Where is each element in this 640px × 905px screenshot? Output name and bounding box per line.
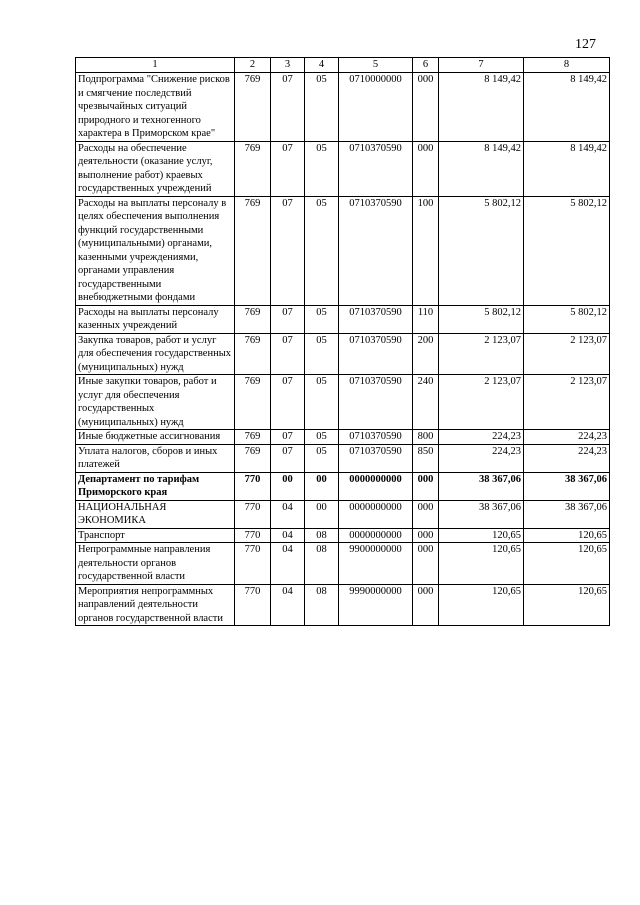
cell-csr: 0710370590 bbox=[339, 305, 413, 333]
cell-name: Расходы на обеспечение деятельности (оказание услуг, выполнение работ) краевых государственных учреждений bbox=[76, 141, 235, 196]
cell-vr: 000 bbox=[413, 584, 439, 626]
cell-sum1: 5 802,12 bbox=[439, 196, 524, 305]
cell-vr: 000 bbox=[413, 472, 439, 500]
cell-vr: 110 bbox=[413, 305, 439, 333]
cell-pr: 05 bbox=[305, 375, 339, 430]
cell-ved: 769 bbox=[235, 141, 271, 196]
cell-ved: 769 bbox=[235, 333, 271, 375]
table-row bbox=[76, 500, 610, 528]
cell-pr: 08 bbox=[305, 543, 339, 585]
cell-vr: 000 bbox=[413, 500, 439, 528]
header-cell: 5 bbox=[339, 58, 413, 73]
cell-vr: 200 bbox=[413, 333, 439, 375]
cell-name: Транспорт bbox=[76, 528, 235, 543]
cell-csr: 9990000000 bbox=[339, 584, 413, 626]
table-row bbox=[76, 444, 610, 472]
cell-vr: 000 bbox=[413, 528, 439, 543]
cell-name: Департамент по тарифам Приморского края bbox=[76, 472, 235, 500]
header-cell: 1 bbox=[76, 58, 235, 73]
cell-rz: 07 bbox=[271, 73, 305, 142]
cell-csr: 0710370590 bbox=[339, 333, 413, 375]
cell-vr: 850 bbox=[413, 444, 439, 472]
cell-sum2: 8 149,42 bbox=[524, 73, 610, 142]
cell-sum2: 5 802,12 bbox=[524, 305, 610, 333]
cell-rz: 07 bbox=[271, 333, 305, 375]
cell-sum2: 120,65 bbox=[524, 528, 610, 543]
header-row bbox=[76, 58, 610, 73]
page-number: 127 bbox=[575, 37, 596, 52]
cell-vr: 800 bbox=[413, 430, 439, 445]
cell-ved: 770 bbox=[235, 528, 271, 543]
cell-pr: 05 bbox=[305, 430, 339, 445]
cell-rz: 07 bbox=[271, 196, 305, 305]
cell-name: Непрограммные направления деятельности органов государственной власти bbox=[76, 543, 235, 585]
cell-ved: 770 bbox=[235, 472, 271, 500]
cell-rz: 04 bbox=[271, 528, 305, 543]
cell-pr: 08 bbox=[305, 584, 339, 626]
cell-vr: 100 bbox=[413, 196, 439, 305]
cell-sum1: 120,65 bbox=[439, 584, 524, 626]
cell-rz: 00 bbox=[271, 472, 305, 500]
cell-ved: 769 bbox=[235, 430, 271, 445]
cell-pr: 05 bbox=[305, 141, 339, 196]
cell-sum1: 8 149,42 bbox=[439, 73, 524, 142]
table-row bbox=[76, 375, 610, 430]
cell-sum2: 38 367,06 bbox=[524, 472, 610, 500]
cell-sum2: 8 149,42 bbox=[524, 141, 610, 196]
table-row bbox=[76, 543, 610, 585]
cell-sum2: 120,65 bbox=[524, 584, 610, 626]
cell-name: Уплата налогов, сборов и иных платежей bbox=[76, 444, 235, 472]
cell-vr: 000 bbox=[413, 73, 439, 142]
cell-ved: 769 bbox=[235, 375, 271, 430]
cell-name: Мероприятия непрограммных направлений деятельности органов государственной власти bbox=[76, 584, 235, 626]
cell-csr: 0710370590 bbox=[339, 196, 413, 305]
cell-csr: 0000000000 bbox=[339, 528, 413, 543]
cell-rz: 04 bbox=[271, 500, 305, 528]
cell-sum1: 38 367,06 bbox=[439, 472, 524, 500]
cell-rz: 07 bbox=[271, 430, 305, 445]
cell-ved: 769 bbox=[235, 305, 271, 333]
header-cell: 2 bbox=[235, 58, 271, 73]
cell-rz: 07 bbox=[271, 375, 305, 430]
budget-table bbox=[75, 57, 610, 626]
cell-name: Иные закупки товаров, работ и услуг для обеспечения государственных (муниципальных) нужд bbox=[76, 375, 235, 430]
cell-csr: 0710370590 bbox=[339, 141, 413, 196]
cell-name: Иные бюджетные ассигнования bbox=[76, 430, 235, 445]
header-cell: 8 bbox=[524, 58, 610, 73]
cell-pr: 05 bbox=[305, 196, 339, 305]
cell-sum2: 224,23 bbox=[524, 444, 610, 472]
cell-rz: 07 bbox=[271, 305, 305, 333]
header-cell: 7 bbox=[439, 58, 524, 73]
cell-name: Расходы на выплаты персоналу казенных учреждений bbox=[76, 305, 235, 333]
cell-sum1: 224,23 bbox=[439, 430, 524, 445]
cell-sum2: 2 123,07 bbox=[524, 333, 610, 375]
cell-sum1: 2 123,07 bbox=[439, 375, 524, 430]
header-cell: 6 bbox=[413, 58, 439, 73]
cell-pr: 00 bbox=[305, 472, 339, 500]
cell-pr: 05 bbox=[305, 444, 339, 472]
cell-sum2: 2 123,07 bbox=[524, 375, 610, 430]
cell-rz: 07 bbox=[271, 444, 305, 472]
table-row bbox=[76, 333, 610, 375]
cell-pr: 05 bbox=[305, 333, 339, 375]
cell-name: Расходы на выплаты персоналу в целях обеспечения выполнения функций государственными (муниципальными) органами, казенными учреждениями, органами управления государственными внебюджетными фондами bbox=[76, 196, 235, 305]
cell-csr: 0710370590 bbox=[339, 375, 413, 430]
cell-rz: 04 bbox=[271, 584, 305, 626]
cell-vr: 240 bbox=[413, 375, 439, 430]
cell-csr: 0710000000 bbox=[339, 73, 413, 142]
cell-pr: 05 bbox=[305, 305, 339, 333]
cell-vr: 000 bbox=[413, 543, 439, 585]
cell-ved: 770 bbox=[235, 543, 271, 585]
cell-ved: 769 bbox=[235, 73, 271, 142]
cell-csr: 0710370590 bbox=[339, 444, 413, 472]
cell-sum2: 5 802,12 bbox=[524, 196, 610, 305]
cell-pr: 00 bbox=[305, 500, 339, 528]
table-row bbox=[76, 528, 610, 543]
cell-ved: 769 bbox=[235, 444, 271, 472]
table-body bbox=[76, 73, 610, 626]
header-cell: 3 bbox=[271, 58, 305, 73]
cell-csr: 0000000000 bbox=[339, 472, 413, 500]
cell-name: Закупка товаров, работ и услуг для обеспечения государственных (муниципальных) нужд bbox=[76, 333, 235, 375]
cell-ved: 770 bbox=[235, 500, 271, 528]
cell-sum1: 224,23 bbox=[439, 444, 524, 472]
cell-sum1: 120,65 bbox=[439, 543, 524, 585]
cell-csr: 0710370590 bbox=[339, 430, 413, 445]
table-row bbox=[76, 472, 610, 500]
cell-sum1: 120,65 bbox=[439, 528, 524, 543]
cell-vr: 000 bbox=[413, 141, 439, 196]
table-row bbox=[76, 73, 610, 142]
cell-csr: 0000000000 bbox=[339, 500, 413, 528]
cell-sum2: 38 367,06 bbox=[524, 500, 610, 528]
cell-sum1: 5 802,12 bbox=[439, 305, 524, 333]
table-row bbox=[76, 584, 610, 626]
table-row bbox=[76, 430, 610, 445]
header-cell: 4 bbox=[305, 58, 339, 73]
table-row bbox=[76, 141, 610, 196]
table-row bbox=[76, 305, 610, 333]
cell-rz: 07 bbox=[271, 141, 305, 196]
cell-name: НАЦИОНАЛЬНАЯ ЭКОНОМИКА bbox=[76, 500, 235, 528]
cell-name: Подпрограмма "Снижение рисков и смягчение последствий чрезвычайных ситуаций природного и техногенного характера в Приморском крае" bbox=[76, 73, 235, 142]
cell-sum1: 8 149,42 bbox=[439, 141, 524, 196]
cell-sum1: 38 367,06 bbox=[439, 500, 524, 528]
cell-pr: 08 bbox=[305, 528, 339, 543]
cell-ved: 770 bbox=[235, 584, 271, 626]
cell-ved: 769 bbox=[235, 196, 271, 305]
cell-sum2: 120,65 bbox=[524, 543, 610, 585]
cell-rz: 04 bbox=[271, 543, 305, 585]
cell-sum2: 224,23 bbox=[524, 430, 610, 445]
cell-sum1: 2 123,07 bbox=[439, 333, 524, 375]
table-row bbox=[76, 196, 610, 305]
cell-pr: 05 bbox=[305, 73, 339, 142]
cell-csr: 9900000000 bbox=[339, 543, 413, 585]
